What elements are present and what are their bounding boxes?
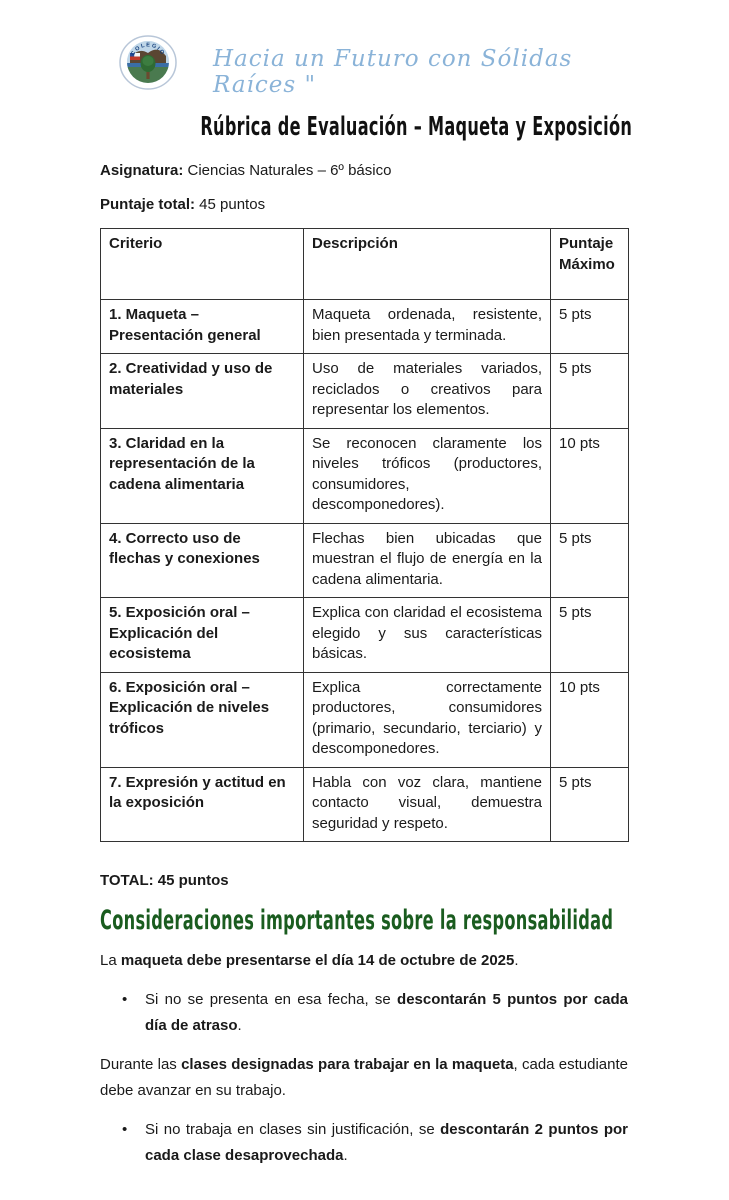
bullet-item: • Si no trabaja en clases sin justificación, se descontarán 2 puntos por cada clase desaprovechada. [100,1117,628,1169]
total-score-label: Puntaje total: [100,196,196,213]
total-line: TOTAL: 45 puntos [100,872,229,889]
body-paragraph: Durante las clases designadas para trabajar en la maqueta, cada estudiante debe avanzar en su trabajo. [100,1056,629,1099]
score-cell: 10 pts [551,428,629,523]
school-crest-icon [119,35,177,90]
table-header-row [101,229,629,300]
score-cell: 5 pts [551,598,629,673]
description-cell: Maqueta ordenada, resistente, bien presentada y terminada. [304,300,551,354]
criterion-cell: 4. Correcto uso de flechas y conexiones [101,523,304,598]
subject-value: Ciencias Naturales – 6º básico [183,162,392,179]
subject-line [100,160,628,181]
criterion-cell: 1. Maqueta – Presentación general [101,300,304,354]
score-cell: 10 pts [551,672,629,767]
table-row [101,598,629,673]
description-cell: Explica correctamente productores, consumidores (primario, secundario, terciario) y descomponedores. [304,672,551,767]
school-motto: Hacia un Futuro con Sólidas Raíces " [213,46,573,98]
criterion-cell: 7. Expresión y actitud en la exposición [101,767,304,842]
score-cell: 5 pts [551,354,629,429]
table-row [101,523,629,598]
score-cell: 5 pts [551,523,629,598]
body-paragraph: La maqueta debe presentarse el día 14 de octubre de 2025. [100,952,519,969]
header-criterion: Criterio [101,229,304,300]
document-content [100,112,633,1169]
bullet-icon: • [122,1121,128,1138]
header-max-score: Puntaje Máximo [551,229,629,300]
description-cell: Flechas bien ubicadas que muestran el flujo de energía en la cadena alimentaria. [304,523,551,598]
section-heading-text: Consideraciones importantes sobre la responsabilidad [100,905,614,936]
rubric-table [100,228,629,842]
criterion-cell: 2. Creatividad y uso de materiales [101,354,304,429]
bullet-icon: • [122,991,128,1008]
considerations-body [100,948,628,1169]
description-cell: Se reconocen claramente los niveles tróficos (productores, consumidores, descomponedores). [304,428,551,523]
bullet-item: • Si no se presenta en esa fecha, se descontarán 5 puntos por cada día de atraso. [100,987,628,1039]
score-cell: 5 pts [551,767,629,842]
table-row [101,428,629,523]
total-score-line [100,194,628,215]
description-cell: Explica con claridad el ecosistema elegido y sus características básicas. [304,598,551,673]
subject-label: Asignatura: [100,162,184,179]
page-title: Rúbrica de Evaluación – Maqueta y Exposición [200,112,633,142]
description-cell: Habla con voz clara, mantiene contacto visual, demuestra seguridad y respeto. [304,767,551,842]
score-cell: 5 pts [551,300,629,354]
criterion-cell: 6. Exposición oral – Explicación de niveles tróficos [101,672,304,767]
total-score-value: 45 puntos [195,196,266,213]
table-row [101,354,629,429]
svg-text:COLEGIO: COLEGIO [130,42,166,57]
table-row [101,672,629,767]
school-logo [119,35,177,95]
section-heading [100,905,628,935]
rubric-table-body [101,300,629,842]
criterion-cell: 5. Exposición oral – Explicación del ecosistema [101,598,304,673]
table-row [101,767,629,842]
header-description: Descripción [304,229,551,300]
description-cell: Uso de materiales variados, reciclados o creativos para representar los elementos. [304,354,551,429]
criterion-cell: 3. Claridad en la representación de la cadena alimentaria [101,428,304,523]
table-row [101,300,629,354]
